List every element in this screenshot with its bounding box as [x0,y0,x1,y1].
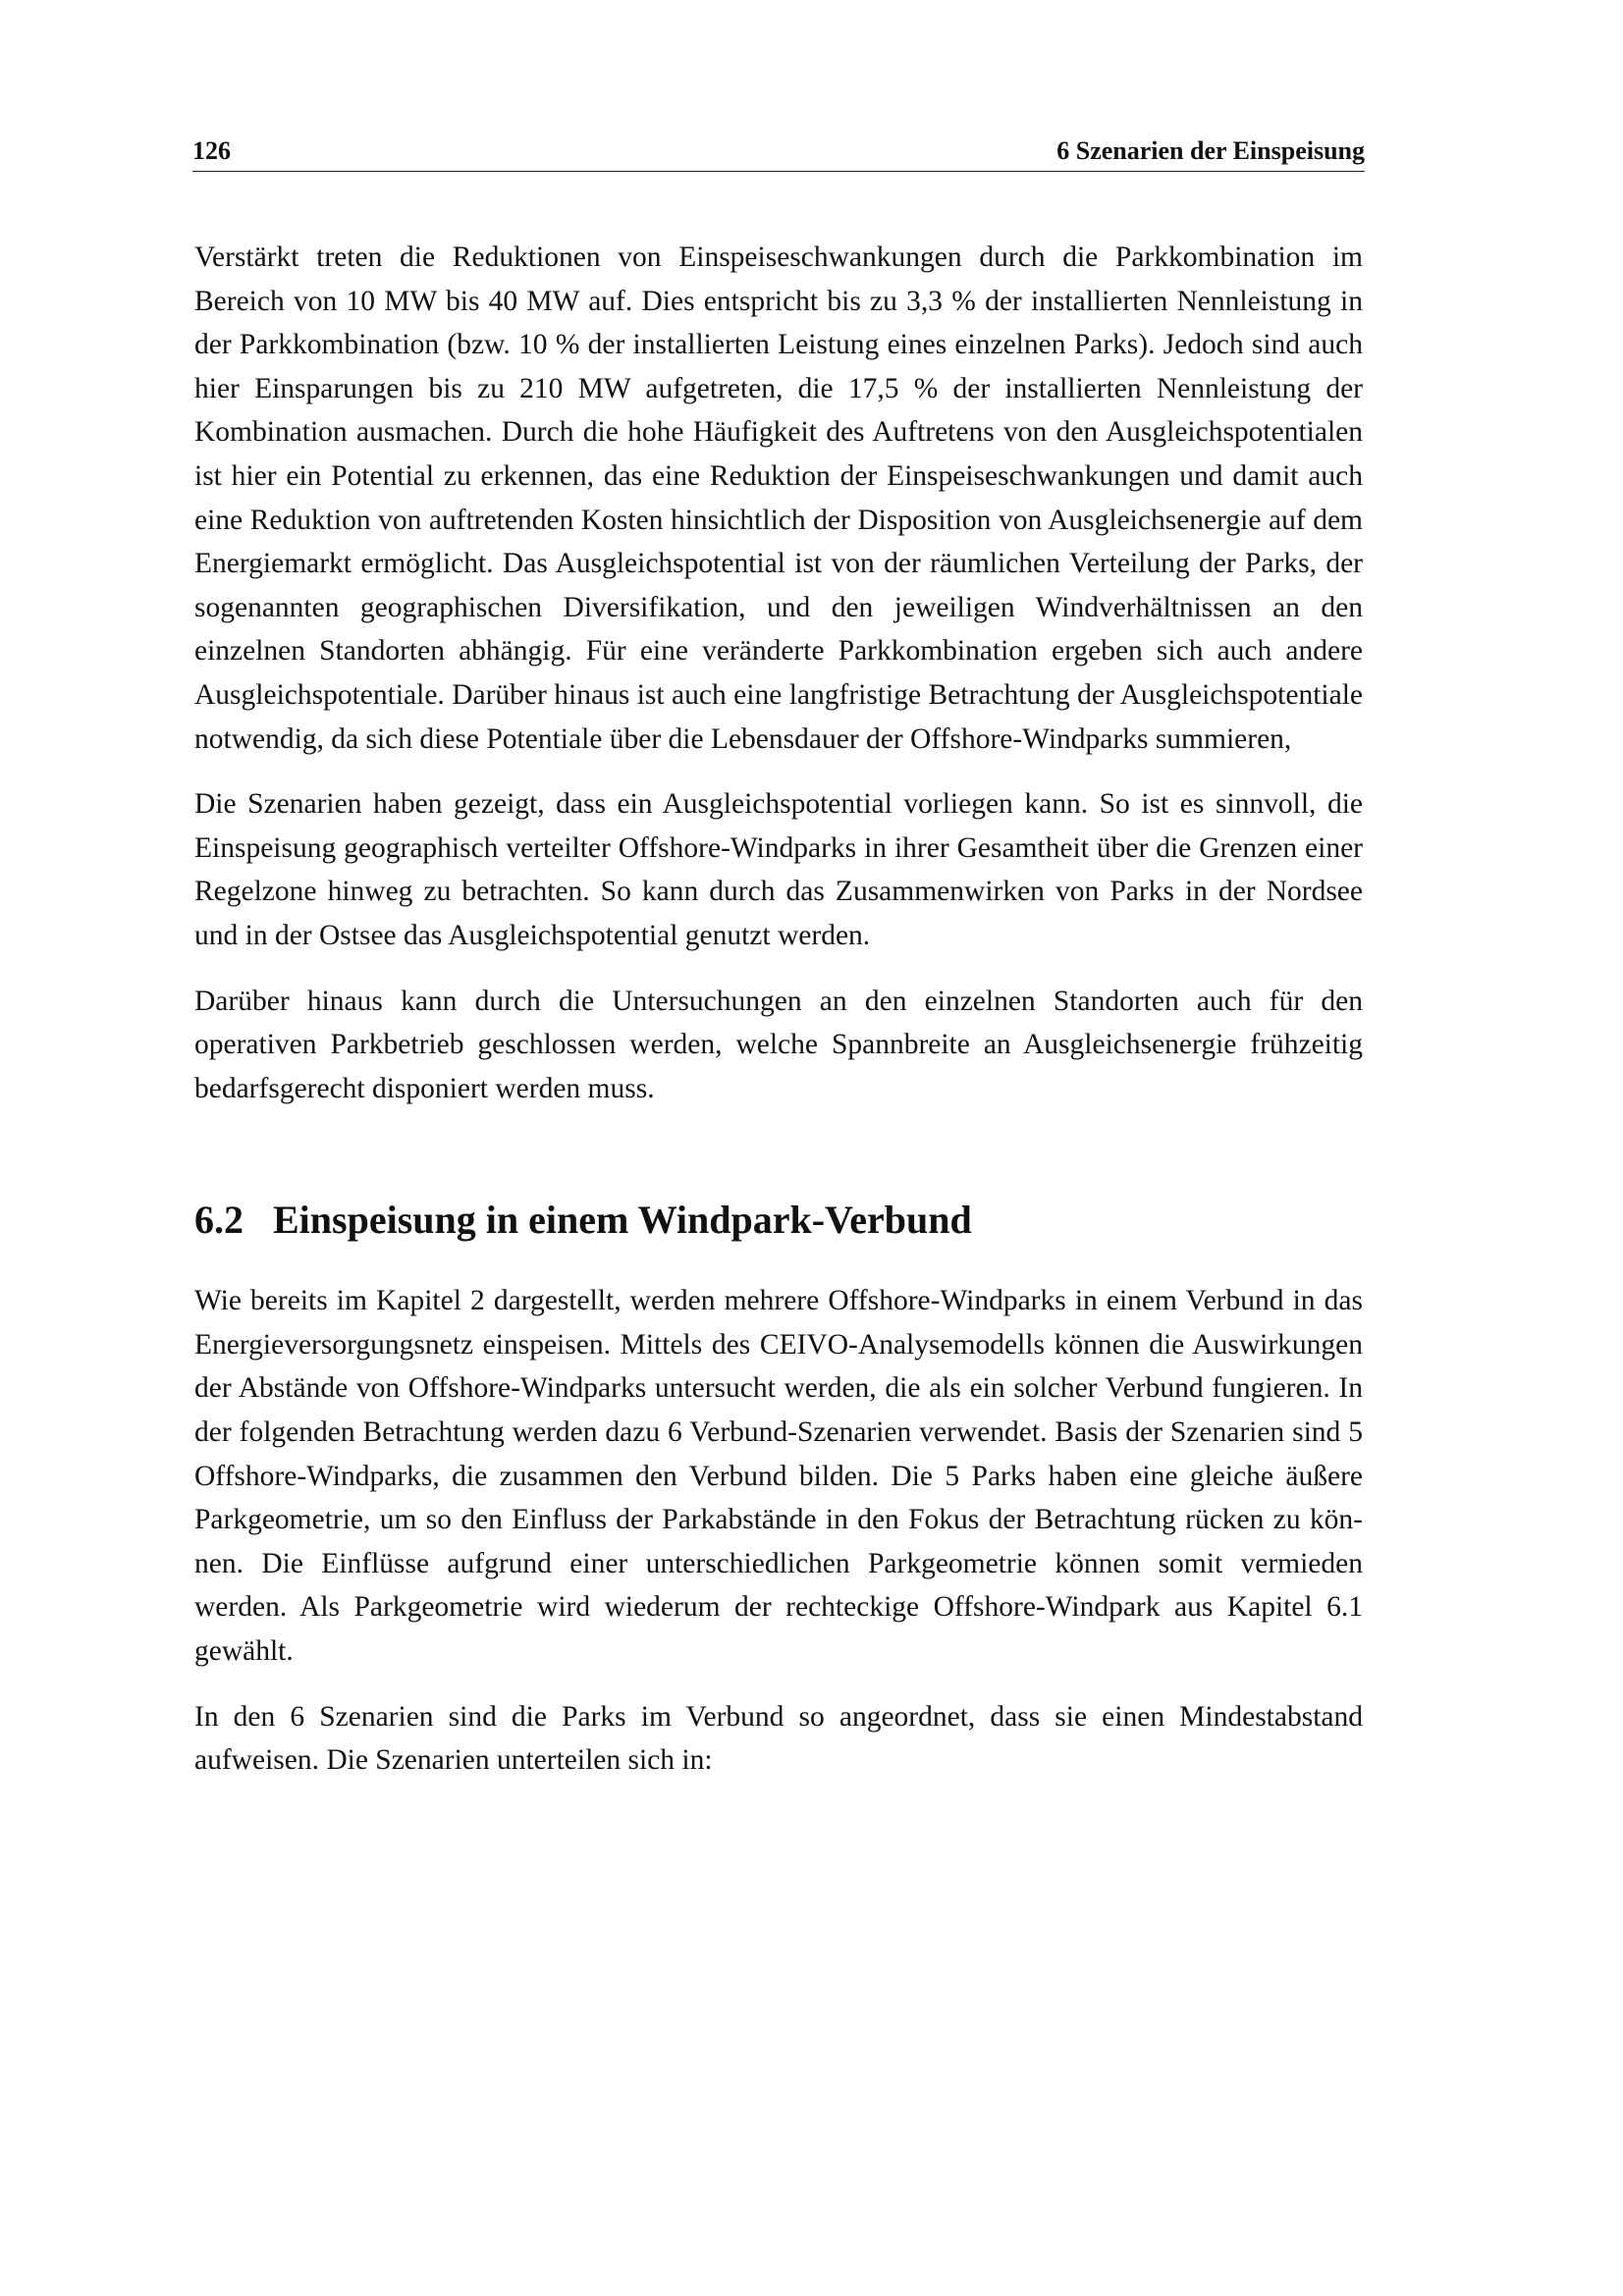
section-title: Einspeisung in einem Windpark-Verbund [273,1198,972,1243]
paragraph: In den 6 Szenarien sind die Parks im Verbund so angeordnet, dass sie einen Mindestabstand aufweisen. Die Szenarien unterteilen sich in: [194,1700,1363,1777]
paragraph: Darüber hinaus kann durch die Untersuchungen an den einzelnen Standorten auch für den operativen Parkbetrieb geschlossen werden, welche Spannbreite an Ausgleichsenergie frühzeitig bedarfsgerecht disponiert werden muss. [194,985,1363,1104]
paragraph: Die Szenarien haben gezeigt, dass ein Ausgleichspotential vorliegen kann. So ist es sinnvoll, die Einspeisung geographisch verteilter Offshore-Windparks in ihrer Gesamtheit über die Grenzen einer Regelzone hinweg zu betrachten. So kann durch das Zusammenwirken von Parks in der Nordsee und in der Ostsee das Ausgleichspotential genutzt werden. [194,788,1363,951]
paragraph: Verstärkt treten die Reduktionen von Einspeiseschwankungen durch die Parkkombination im Bereich von 10 MW bis 40 MW auf. Dies entspricht bis zu 3,3 % der installierten Nennleistung in der Parkkombination (bzw. 10 % der installierten Leistung eines einzelnen Parks). Jedoch sind auch hier Einsparungen bis zu 210 MW aufgetreten, die 17,5 % der installierten Nennleistung der Kombination ausmachen. Durch die hohe Häufigkeit des Auftretens von den Ausgleichspotentialen ist hier ein Potential zu erkennen, das eine Reduktion der Einspeiseschwankungen und damit auch eine Reduktion von auftretenden Kosten hinsichtlich der Disposition von Ausgleichsenergie auf dem Energiemarkt ermöglicht. Das Ausgleichspotential ist von der räumlichen Verteilung der Parks, der sogenannten geographischen Diversifikation, und den jeweiligen Windverhältnissen an den einzelnen Standorten abhängig. Für eine veränderte Parkkombination ergeben sich auch andere Ausgleichspotentiale. Darüber hinaus ist auch eine langfristige Betrachtung der Ausgleichspotentiale notwendig, da sich diese Potentiale über die Lebensdauer der Offshore-Windparks summieren, [194,241,1363,755]
section-number: 6.2 [194,1198,243,1243]
page-number: 126 [192,136,231,165]
paragraph: Wie bereits im Kapitel 2 dargestellt, werden mehrere Offshore-Windparks in einem Verbund in das Energieversorgungsnetz einspeisen. Mittels des CEIVO-Analysemodells können die Auswirkungen der Abstände von Offshore-Windparks untersucht werden, die als ein solcher Verbund fungieren. In der folgenden Betrachtung werden dazu 6 Verbund-Szenarien verwendet. Basis der Szenarien sind 5 Offshore-Windparks, die zusammen den Verbund bilden. Die 5 Parks haben eine gleiche äußere Parkgeometrie, um so den Einfluss der Parkabstände in den Fokus der Betrachtung rücken zu können. Die Einflüsse aufgrund einer unterschiedlichen Parkgeometrie können somit vermieden werden. Als Parkgeometrie wird wiederum der rechteckige Offshore-Windpark aus Kapitel 6.1 gewählt. [194,1285,1363,1668]
running-header [192,135,1365,172]
section-heading [194,1197,1363,1244]
body-text [194,236,1363,1783]
chapter-title: 6 Szenarien der Einspeisung [1056,136,1365,165]
